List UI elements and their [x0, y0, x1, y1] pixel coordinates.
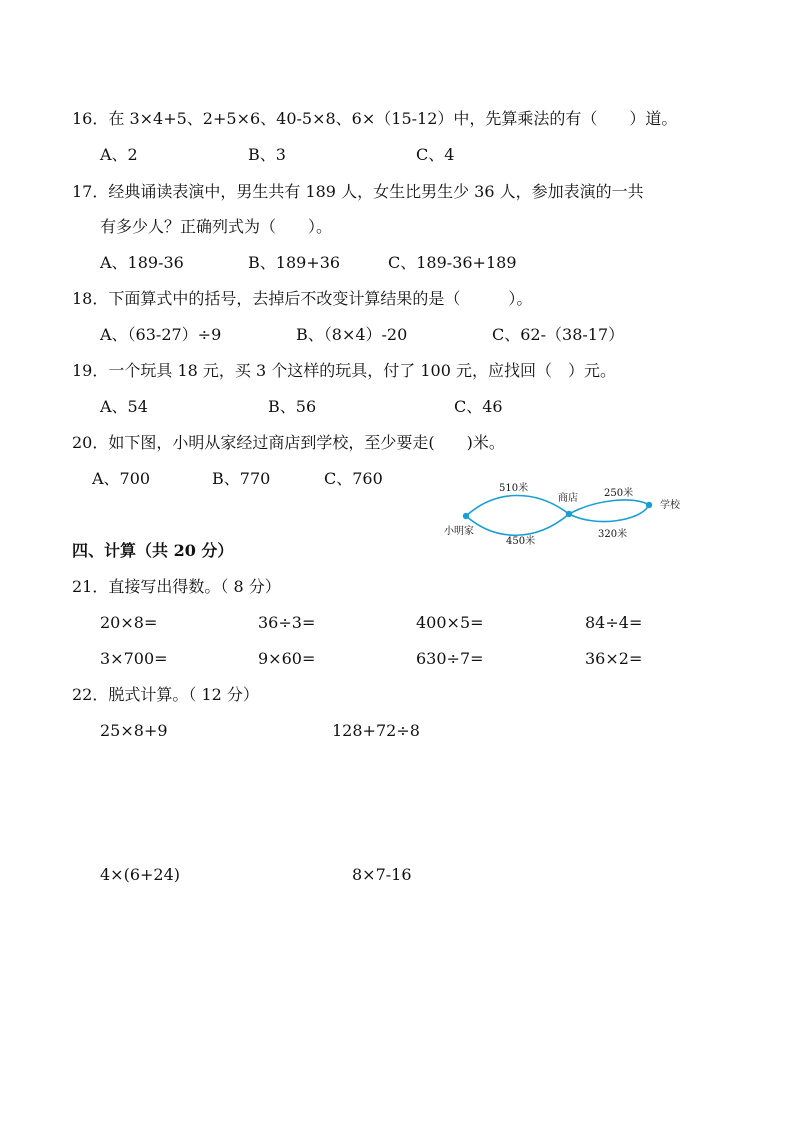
- distance-top-left: 510米: [499, 483, 529, 494]
- q20-option-a: A、700: [92, 469, 151, 488]
- shop-dot: [566, 511, 572, 517]
- school-dot: [646, 502, 652, 508]
- q18-option-b: B、（8×4）-20: [296, 325, 408, 344]
- q20-option-b: B、770: [212, 469, 271, 488]
- q21-item-3: 400×5=: [416, 613, 484, 632]
- q16-option-b: B、3: [248, 145, 286, 164]
- q22-item-4: 8×7-16: [352, 865, 412, 884]
- q22-item-2: 128+72÷8: [332, 721, 420, 740]
- q21-item-2: 36÷3=: [258, 613, 316, 632]
- q19-option-a: A、54: [100, 397, 148, 416]
- q17-option-a: A、189-36: [100, 253, 184, 272]
- q22-title: 22．脱式计算。（ 12 分）: [72, 685, 259, 704]
- q19-option-c: C、46: [454, 397, 503, 416]
- q21-item-7: 630÷7=: [416, 649, 484, 668]
- q17-stem-line1: 17．经典诵读表演中，男生共有 189 人，女生比男生少 36 人，参加表演的一共: [72, 182, 644, 201]
- q16-stem: 16．在 3×4+5、2+5×6、40-5×8、6×（15-12）中，先算乘法的有（ ）道。: [72, 109, 678, 128]
- home-label: 小明家: [444, 526, 474, 537]
- q17-option-c: C、189-36+189: [388, 253, 517, 272]
- q16-option-c: C、4: [416, 145, 455, 164]
- distance-top-right: 250米: [604, 488, 634, 499]
- section4-title: 四、计算（共 20 分）: [72, 541, 234, 560]
- q17-stem-line2: 有多少人？正确列式为（ ）。: [100, 217, 333, 236]
- q21-item-1: 20×8=: [100, 613, 158, 632]
- q16-option-a: A、2: [100, 145, 138, 164]
- school-label: 学校: [660, 500, 680, 511]
- q21-item-8: 36×2=: [585, 649, 643, 668]
- q20-option-c: C、760: [324, 469, 383, 488]
- q22-item-1: 25×8+9: [100, 721, 168, 740]
- q21-item-4: 84÷4=: [585, 613, 643, 632]
- distance-bottom-left: 450米: [506, 536, 536, 547]
- route-home-shop-top: [466, 495, 569, 516]
- route-diagram: [436, 474, 696, 548]
- shop-label: 商店: [558, 493, 578, 504]
- q19-stem: 19．一个玩具 18 元，买 3 个这样的玩具，付了 100 元，应找回（ ）元。: [72, 361, 616, 380]
- q20-stem: 20．如下图，小明从家经过商店到学校，至少要走( )米。: [72, 433, 505, 452]
- q21-title: 21．直接写出得数。（ 8 分）: [72, 577, 281, 596]
- route-home-shop-bottom: [466, 514, 569, 535]
- distance-bottom-right: 320米: [598, 529, 628, 540]
- home-dot: [463, 513, 469, 519]
- q18-option-c: C、62-（38-17）: [492, 325, 625, 344]
- q21-item-5: 3×700=: [100, 649, 168, 668]
- q18-stem: 18．下面算式中的括号，去掉后不改变计算结果的是（ ）。: [72, 289, 533, 308]
- q21-item-6: 9×60=: [258, 649, 316, 668]
- q17-option-b: B、189+36: [248, 253, 341, 272]
- route-shop-school-top: [569, 500, 649, 514]
- q19-option-b: B、56: [268, 397, 317, 416]
- q22-item-3: 4×(6+24): [100, 865, 181, 884]
- q18-option-a: A、（63-27）÷9: [100, 325, 222, 344]
